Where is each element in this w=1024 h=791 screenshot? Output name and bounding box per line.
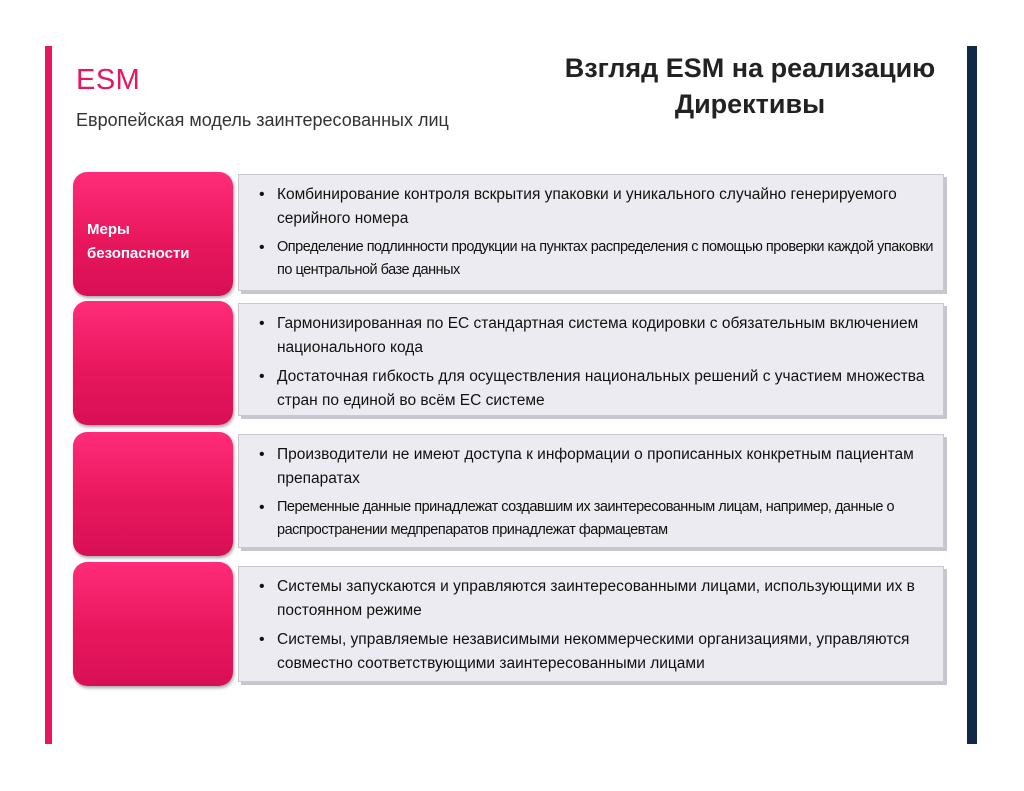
- row-2-tile: [73, 301, 233, 425]
- row-4-tile: [73, 562, 233, 686]
- row-2-bullet-1: • Гармонизированная по ЕС стандартная система кодировки с обязательным включением национального кода: [257, 312, 933, 360]
- title-line-2: Директивы: [674, 89, 826, 119]
- row-1-tile: [73, 172, 233, 296]
- row-3-tile: [73, 432, 233, 556]
- row-2-bullet-2: • Достаточная гибкость для осуществления национальных решений с участием множества стран по единой во всём ЕС системе: [257, 365, 933, 413]
- row-3-bullet-2: • Переменные данные принадлежат создавшим их заинтересованным лицам, например, данные о распространении медпрепаратов принадлежат фармацевтам: [257, 496, 933, 542]
- row-4-bullet-2: • Системы, управляемые независимыми некоммерческими организациями, управляются совместно соответствующими заинтересованными лицами: [257, 628, 933, 676]
- row-3-card: [238, 434, 944, 548]
- row-4-bullet-1: • Системы запускаются и управляются заинтересованными лицами, использующими их в постоянном режиме: [257, 575, 933, 623]
- row-2-card: [238, 303, 944, 416]
- logo-text: ESM: [76, 64, 141, 96]
- right-accent-bar: [967, 46, 977, 744]
- row-1-label-line-1: Меры: [87, 221, 130, 238]
- row-1-card: [238, 174, 944, 291]
- slide-title: [520, 50, 980, 122]
- row-1-bullet-2: • Определение подлинности продукции на пунктах распределения с помощью проверки каждой упаковки по центральной базе данных: [257, 236, 933, 282]
- title-line-1: Взгляд ESM на реализацию: [564, 53, 936, 83]
- row-1-label-line-2: безопасности: [87, 245, 190, 262]
- row-3-bullet-1: • Производители не имеют доступа к информации о прописанных конкретным пациентам препаратах: [257, 443, 933, 491]
- left-accent-bar: [45, 46, 52, 744]
- subtitle: Европейская модель заинтересованных лиц: [76, 110, 449, 130]
- row-1-bullet-1: • Комбинирование контроля вскрытия упаковки и уникального случайно генерируемого серийного номера: [257, 183, 933, 231]
- row-4-card: [238, 566, 944, 682]
- row-1-label: [87, 218, 190, 266]
